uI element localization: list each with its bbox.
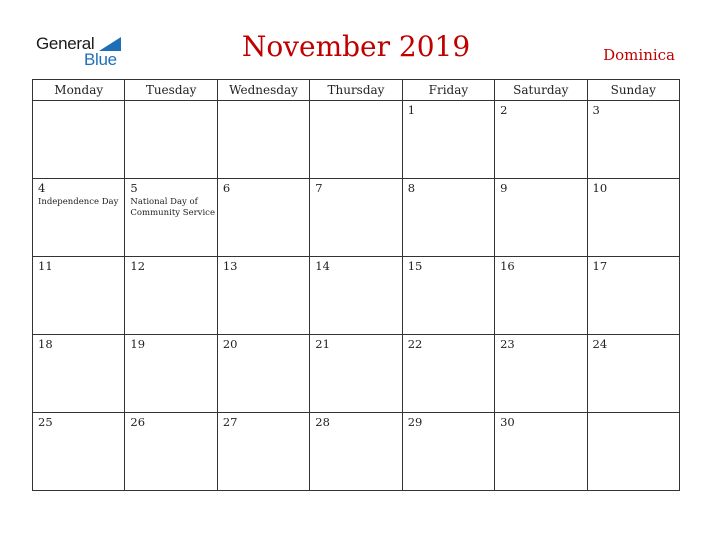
day-number: 16: [500, 259, 515, 273]
day-number: [125, 101, 216, 103]
day-cell: [217, 101, 309, 179]
day-number: 5: [130, 181, 138, 195]
day-cell: [310, 413, 402, 491]
country-name: Dominica: [603, 46, 675, 64]
weekday-header-sunday: Sunday: [587, 80, 679, 101]
day-number: 4: [38, 181, 46, 195]
week-row: [33, 101, 680, 179]
day-number: 29: [407, 415, 423, 429]
day-cell: [125, 101, 217, 179]
day-number: 11: [38, 259, 53, 273]
week-row: [33, 179, 680, 257]
day-cell: [495, 257, 587, 335]
week-row: [33, 335, 680, 413]
day-number: [218, 101, 309, 103]
day-number: 2: [500, 103, 508, 117]
day-number: 19: [130, 337, 146, 351]
day-number: [310, 101, 401, 103]
day-number: 23: [500, 337, 515, 351]
day-cell: [310, 101, 402, 179]
day-cell: [495, 413, 587, 491]
day-cell: [495, 335, 587, 413]
calendar-title: November 2019: [241, 30, 471, 63]
day-cell: [33, 101, 125, 179]
day-cell: [310, 335, 402, 413]
day-number: 13: [222, 259, 238, 273]
day-cell: [402, 179, 494, 257]
day-number: 10: [592, 181, 608, 195]
weekday-header-tuesday: Tuesday: [125, 80, 217, 101]
weekday-header-friday: Friday: [402, 80, 494, 101]
day-number: 24: [592, 337, 608, 351]
day-number: 20: [222, 337, 238, 351]
day-cell: [587, 413, 679, 491]
week-row: [33, 413, 680, 491]
day-cell: [217, 257, 309, 335]
day-number: 25: [38, 415, 53, 429]
day-number: 1: [407, 103, 416, 117]
weekday-header-saturday: Saturday: [495, 80, 587, 101]
day-cell: [310, 257, 402, 335]
day-number: 8: [407, 181, 416, 195]
day-cell: [402, 101, 494, 179]
day-cell: [495, 101, 587, 179]
day-cell: [33, 179, 125, 257]
day-number: [588, 413, 679, 415]
week-row: [33, 257, 680, 335]
day-cell: [587, 179, 679, 257]
day-cell: [587, 101, 679, 179]
day-number: 26: [130, 415, 146, 429]
day-number: 14: [315, 259, 330, 273]
weekday-header-wednesday: Wednesday: [217, 80, 309, 101]
day-cell: [402, 413, 494, 491]
day-number: 3: [592, 103, 600, 117]
day-cell: [33, 335, 125, 413]
day-cell: [125, 413, 217, 491]
day-number: 30: [500, 415, 515, 429]
day-number: [33, 101, 124, 103]
day-number: 28: [315, 415, 330, 429]
holiday-label: National Day of Community Service: [130, 197, 215, 218]
day-number: 22: [407, 337, 423, 351]
day-number: 17: [592, 259, 608, 273]
day-cell: [587, 335, 679, 413]
calendar-grid: [32, 79, 680, 491]
weekday-header-thursday: Thursday: [310, 80, 402, 101]
day-cell: [125, 257, 217, 335]
logo-blue-text: Blue: [84, 50, 117, 69]
day-number: 18: [38, 337, 53, 351]
day-number: 9: [500, 181, 508, 195]
day-number: 12: [130, 259, 146, 273]
day-cell: [125, 335, 217, 413]
day-cell: [217, 179, 309, 257]
day-cell: [402, 257, 494, 335]
weekday-header-monday: Monday: [33, 80, 125, 101]
day-cell: [217, 413, 309, 491]
weekday-header-row: [33, 80, 680, 101]
day-cell: [587, 257, 679, 335]
day-number: 7: [315, 181, 323, 195]
day-cell: [217, 335, 309, 413]
day-number: 21: [315, 337, 330, 351]
day-number: 15: [407, 259, 423, 273]
day-cell: [310, 179, 402, 257]
day-cell: [495, 179, 587, 257]
day-cell: [33, 413, 125, 491]
day-number: 6: [222, 181, 231, 195]
day-number: 27: [222, 415, 238, 429]
day-cell: [33, 257, 125, 335]
holiday-label: Independence Day: [38, 197, 119, 207]
logo-general-text: General: [36, 34, 95, 53]
day-cell: [125, 179, 217, 257]
day-cell: [402, 335, 494, 413]
